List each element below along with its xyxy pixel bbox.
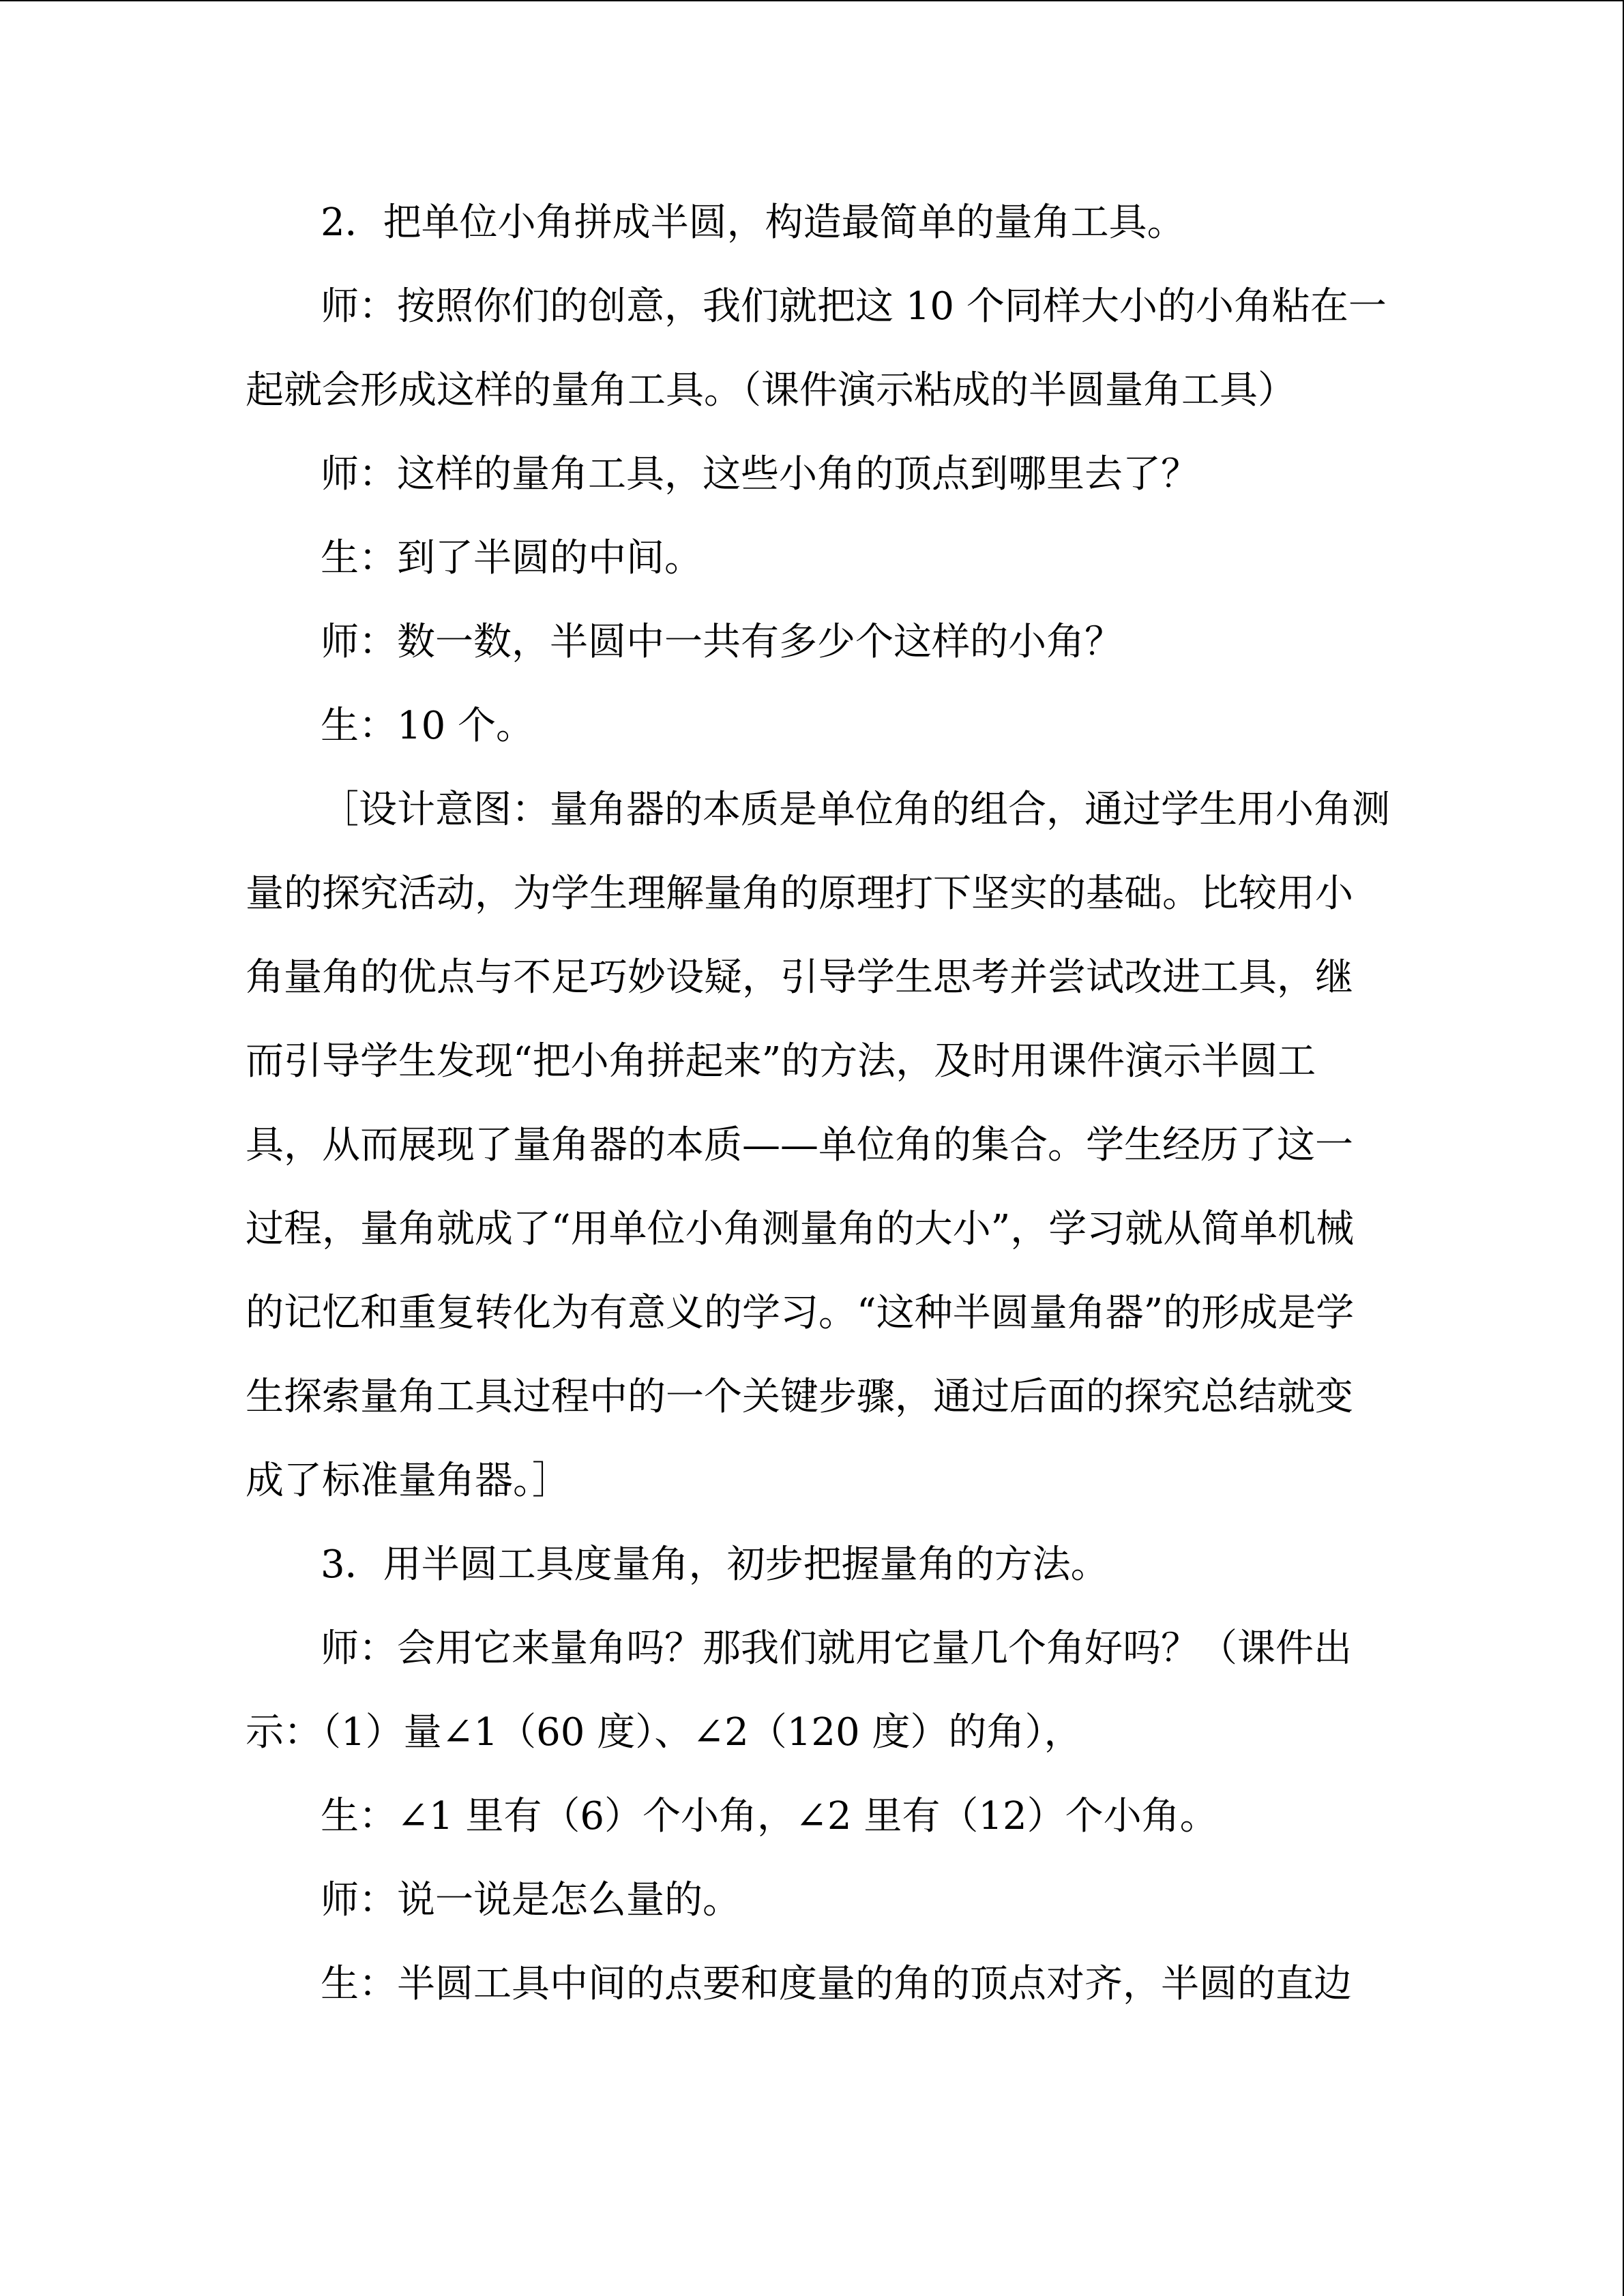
student-line: 生：10 个。 [321,704,535,748]
design-intent-line: 生探索量角工具过程中的一个关键步骤，通过后面的探究总结就变 [246,1375,1353,1419]
teacher-line: 师：说一说是怎么量的。 [321,1878,741,1922]
teacher-line: 师：按照你们的创意，我们就把这 10 个同样大小的小角粘在一 [321,284,1387,329]
teacher-line: 师：数一数，半圆中一共有多少个这样的小角？ [321,620,1123,664]
design-intent-line: 角量角的优点与不足巧妙设疑，引导学生思考并尝试改进工具，继 [246,955,1353,1000]
student-line: 生：到了半圆的中间。 [321,536,703,580]
design-intent-line: 过程，量角就成了“用单位小角测量角的大小”，学习就从简单机械 [246,1207,1355,1251]
design-intent-line: 具，从而展现了量角器的本质——单位角的集合。学生经历了这一 [246,1123,1353,1167]
teacher-line-continued: 起就会形成这样的量角工具。（课件演示粘成的半圆量角工具） [246,368,1296,413]
section-heading-2: 2．把单位小角拼成半圆，构造最简单的量角工具。 [321,200,1185,245]
teacher-line: 师：会用它来量角吗？那我们就用它量几个角好吗？（课件出 [321,1626,1352,1671]
student-line: 生：∠1 里有（6）个小角，∠2 里有（12）个小角。 [321,1794,1218,1838]
design-intent-line: ［设计意图：量角器的本质是单位角的组合，通过学生用小角测 [321,788,1390,832]
teacher-line: 师：这样的量角工具，这些小角的顶点到哪里去了？ [321,452,1199,496]
section-heading-3: 3．用半圆工具度量角，初步把握量角的方法。 [321,1542,1109,1587]
design-intent-line: 成了标准量角器。］ [246,1459,570,1503]
design-intent-line: 而引导学生发现“把小角拼起来”的方法，及时用课件演示半圆工 [246,1039,1316,1084]
teacher-line-continued: 示：（1）量∠1（60 度）、∠2（120 度）的角）， [246,1710,1082,1755]
design-intent-line: 的记忆和重复转化为有意义的学习。“这种半圆量角器”的形成是学 [246,1291,1355,1335]
design-intent-line: 量的探究活动，为学生理解量角的原理打下坚实的基础。比较用小 [246,871,1353,916]
student-line: 生：半圆工具中间的点要和度量的角的顶点对齐，半圆的直边 [321,1962,1352,2006]
